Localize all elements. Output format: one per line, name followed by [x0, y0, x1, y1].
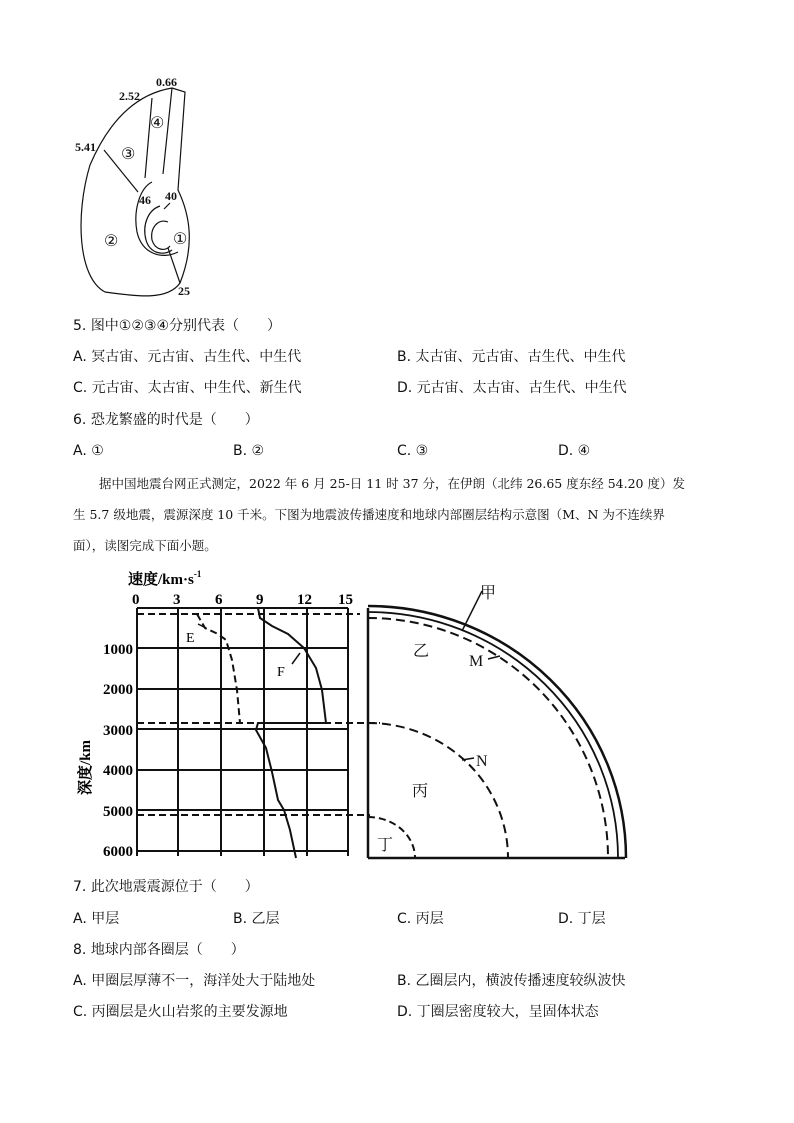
seismic-structure-figure: [65, 562, 640, 872]
boundary-label: 46: [139, 193, 151, 207]
q8-option-a[interactable]: A. 甲圈层厚薄不一，海洋处大于陆地处: [73, 973, 316, 989]
spiral-core: [152, 221, 170, 249]
reading-passage: [73, 468, 733, 561]
question-6-stem: 6. 恐龙繁盛的时代是（ ）: [73, 412, 259, 428]
q8-option-c[interactable]: C. 丙圈层是火山岩浆的主要发源地: [73, 1004, 288, 1020]
q7-option-c[interactable]: C. 丙层: [397, 911, 444, 927]
q6-option-d[interactable]: D. ④: [558, 443, 591, 459]
x-tick-label: 9: [256, 592, 264, 608]
q8-option-d[interactable]: D. 丁圈层密度较大，呈固体状态: [397, 1004, 599, 1020]
boundary-line-40: [164, 203, 170, 209]
q5-option-b[interactable]: B. 太古宙、元古宙、古生代、中生代: [397, 349, 626, 365]
geologic-time-spiral-figure: [70, 70, 220, 305]
layer-label-yi: 乙: [413, 643, 430, 660]
question-7-stem: 7. 此次地震震源位于（ ）: [73, 879, 259, 895]
interface-label-n: N: [476, 753, 488, 770]
era-marker: ②: [104, 233, 119, 250]
y-tick-label: 2000: [103, 682, 133, 698]
question-5-stem: 5. 图中①②③④分别代表（ ）: [73, 318, 282, 334]
q8-option-b[interactable]: B. 乙圈层内，横波传播速度较纵波快: [397, 973, 626, 989]
x-tick-label: 0: [132, 592, 140, 608]
depth-axis-title: 深度/km: [78, 739, 94, 795]
y-tick-label: 5000: [103, 804, 133, 820]
x-tick-label: 12: [297, 592, 312, 608]
q5-option-a[interactable]: A. 冥古宙、元古宙、古生代、中生代: [73, 349, 302, 365]
boundary-line-066: [163, 88, 172, 174]
moho-dashed-arc: [368, 618, 608, 858]
boundary-label: 2.52: [119, 89, 140, 103]
era-marker: ①: [173, 231, 188, 248]
curve-f-label: F: [277, 665, 285, 680]
s-wave-curve-e: [197, 614, 240, 723]
x-tick-label: 15: [338, 592, 353, 608]
curve-f-pointer: [292, 653, 300, 664]
y-tick-label: 6000: [103, 844, 133, 860]
passage-line-1: 据中国地震台网正式测定，2022 年 6 月 25-日 11 时 37 分，在伊朗（北纬 26.65 度东经 54.20 度）发: [99, 476, 685, 491]
q6-option-b[interactable]: B. ②: [233, 443, 265, 459]
layer-label-jia: 甲: [480, 585, 497, 602]
spiral-inner-ring: [145, 206, 172, 253]
q5-option-c[interactable]: C. 元古宙、太古宙、中生代、新生代: [73, 380, 302, 396]
question-8-stem: 8. 地球内部各圈层（ ）: [73, 942, 245, 958]
x-tick-label: 3: [173, 592, 181, 608]
crust-outer-arc: [368, 606, 626, 858]
velocity-grid: [137, 608, 348, 856]
q7-option-d[interactable]: D. 丁层: [558, 911, 606, 927]
y-tick-label: 1000: [103, 642, 133, 658]
boundary-label: 25: [178, 284, 190, 298]
q7-option-b[interactable]: B. 乙层: [233, 911, 280, 927]
passage-line-3: 面），读图完成下面小题。: [73, 538, 217, 553]
curve-e-label: E: [186, 631, 195, 646]
y-tick-label: 4000: [103, 763, 133, 779]
passage-line-2: 生 5.7 级地震，震源深度 10 千米。下图为地震波传播速度和地球内部圈层结构示意图（M、N 为不连续界: [73, 507, 665, 522]
q6-option-a[interactable]: A. ①: [73, 443, 104, 459]
boundary-label: 5.41: [75, 140, 96, 154]
q6-option-c[interactable]: C. ③: [397, 443, 429, 459]
speed-axis-title: 速度$/km\cdot s^{-1}$: [128, 569, 202, 588]
earth-interior-diagram: [368, 591, 626, 858]
jia-pointer: [462, 591, 482, 631]
x-tick-label: 6: [215, 592, 223, 608]
crust-inner-arc: [368, 612, 618, 858]
q7-option-a[interactable]: A. 甲层: [73, 911, 120, 927]
q5-option-d[interactable]: D. 元古宙、太古宙、古生代、中生代: [397, 380, 627, 396]
boundary-label: 40: [165, 189, 177, 203]
era-marker: ③: [121, 146, 136, 163]
layer-label-bing: 丙: [412, 783, 429, 800]
era-marker: ④: [150, 115, 165, 132]
p-wave-curve-f: [256, 608, 326, 858]
layer-label-ding: 丁: [377, 837, 394, 854]
y-tick-label: 3000: [103, 723, 133, 739]
m-pointer: [488, 656, 500, 659]
boundary-line-252: [145, 98, 152, 178]
boundary-label: 0.66: [156, 75, 177, 89]
interface-label-m: M: [469, 653, 484, 670]
